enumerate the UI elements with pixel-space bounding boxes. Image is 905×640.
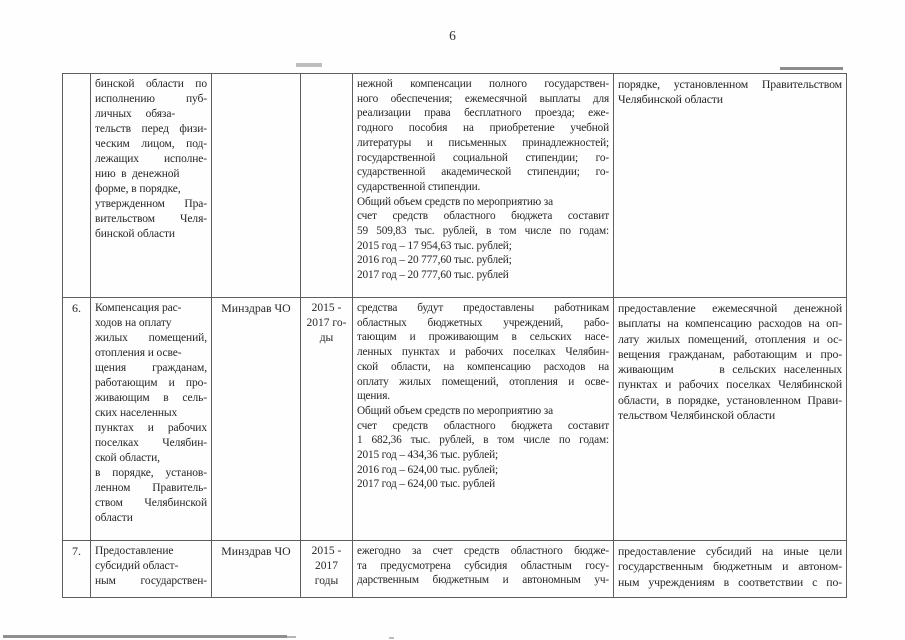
executor: Минздрав ЧО <box>221 544 291 558</box>
years: 2015 - 2017 го- ды <box>306 302 347 344</box>
scan-artifact-speck <box>389 637 394 639</box>
funding-description: средства будут предоставлены работникам областных бюджетных учреждений, рабо- тающим и проживающим в сельских насе- ленных пунктах и рабочих поселках Челябин- ской области, на компенсацию расходов на оплату жилых помещений, отопления и осве- щения. Общий объем средств по мероприятию за счет средств областного бюджета составит 1 682,36 тыс. рублей, в том числе по годам: 2015 год – 434,36 тыс. рублей; 2016 год – 624,00 тыс. рублей; 2017 год – 624,00 тыс. рублей <box>357 302 609 491</box>
expected-result: предоставление ежемесячной денежной выплаты на компенсацию расходов на оп- лату жилых помещений, отопления и ос- вещения гражданам, работающим и про- живающим в сельских населенных пунктах и рабочих поселках Челябинской области, в порядке, установленном Прави- тельством Челябинской области <box>618 301 842 423</box>
funding-description: нежной компенсации полного государствен- ного обеспечения; ежемесячной выплаты для реализации права бесплатного проезда; еже- годного пособия на приобретение учебной литературы и письменных принадлежностей; государственной социальной стипендии; го- сударственной академической стипендии; го- сударственной стипендии. Общий объем средств по мероприятию за счет средств областного бюджета составит 59 509,83 тыс. рублей, в том числе по годам: 2015 год – 17 954,63 тыс. рублей; 2016 год – 20 777,60 тыс. рублей; 2017 год – 20 777,60 тыс. рублей <box>357 78 609 282</box>
table-row-continuation <box>63 74 847 298</box>
activity-name: Предоставление субсидий област- ным государствен- <box>95 545 207 587</box>
scan-artifact-smudge <box>780 67 843 70</box>
executor: Минздрав ЧО <box>221 301 291 315</box>
table-row-6 <box>63 298 847 541</box>
expected-result: порядке, установленном Правительством Челябинской области <box>618 77 842 107</box>
activity-name: Компенсация рас- ходов на оплату жилых помещений, отопления и осве- щения гражданам, работающим и про- живающим в сель- ских населенных пунктах и рабочих поселках Челябин- ской области, в порядке, установ- ленном Правитель- ством Челябинской области <box>95 302 207 524</box>
years: 2015 - 2017 годы <box>311 545 342 587</box>
funding-description: ежегодно за счет средств областного бюдже- та предусмотрена субсидия областным госу- дарственным бюджетным и автономным уч- <box>357 545 609 587</box>
table-row-7 <box>63 541 847 598</box>
expected-result: предоставление субсидий на иные цели государственным бюджетным и автоном- ным учреждениям в соответствии с по- <box>618 544 842 589</box>
scan-artifact-line <box>3 635 287 638</box>
scan-artifact-line-tail <box>287 636 296 638</box>
scan-artifact-smudge <box>296 63 322 67</box>
activity-name: бинской области по исполнению пуб- личных обяза- тельств перед физи- ческим лицом, под- лежащих исполне- нию в денежной форме, в порядке, утвержденном Пра- вительством Челя- бинской области <box>95 78 207 240</box>
activities-table <box>62 73 847 598</box>
row-number: 6. <box>72 301 81 315</box>
page-number: 6 <box>449 28 456 43</box>
row-number: 7. <box>72 544 81 558</box>
